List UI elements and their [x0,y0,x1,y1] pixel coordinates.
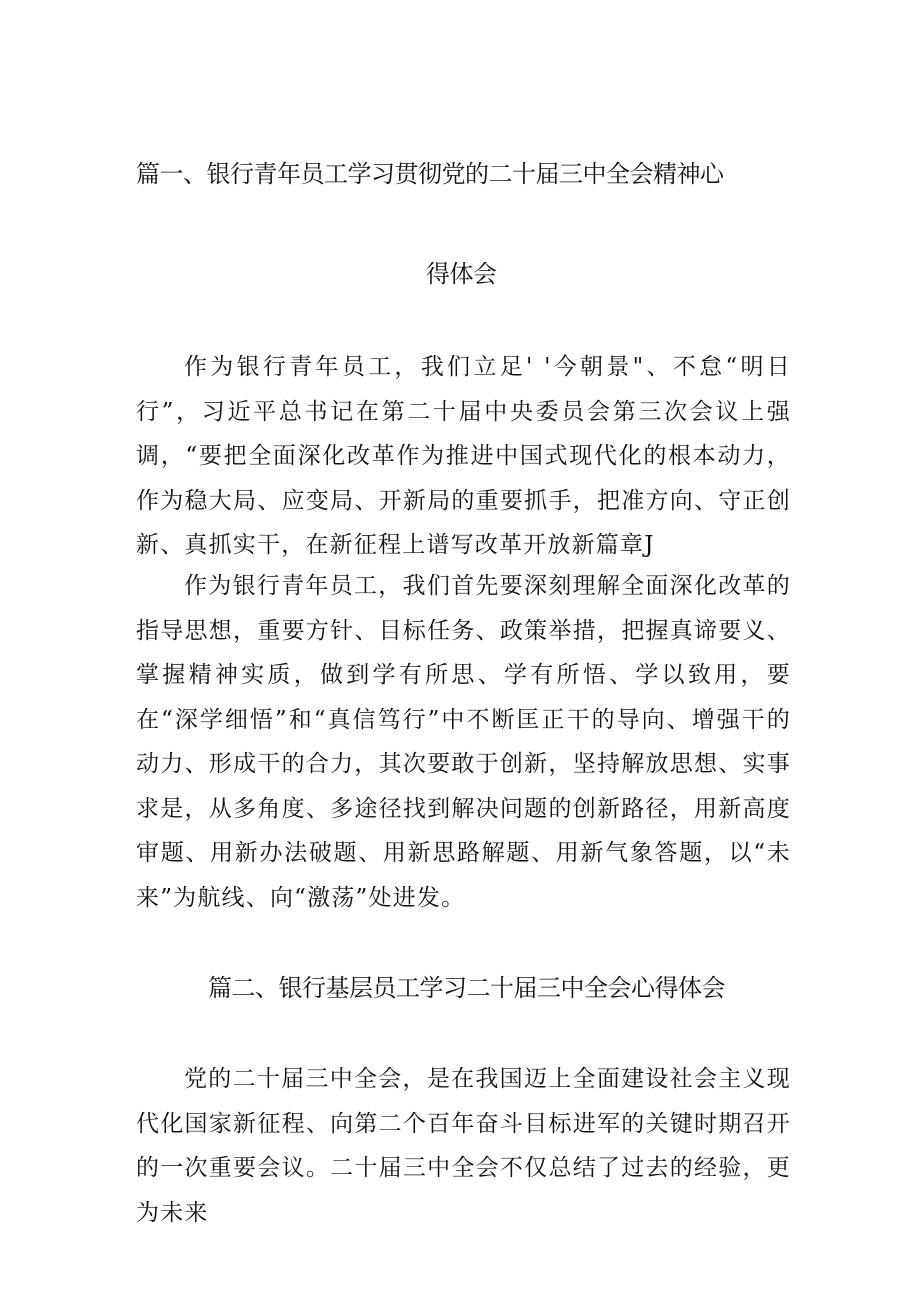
section1-paragraph-2: 作为银行青年员工，我们首先要深刻理解全面深化改革的指导思想，重要方针、目标任务、政策举措，把握真谛要义、掌握精神实质，做到学有所思、学有所悟、学以致用，要在“深学细悟”和“真信笃行”中不断匡正干的导向、增强干的动力、形成干的合力，其次要敢于创新，坚持解放思想、实事求是，从多角度、多途径找到解决问题的创新路径，用新高度审题、用新办法破题、用新思路解题、用新气象答题，以“未来”为航线、向“激荡”处进发。 [136,573,791,911]
section1-title-line1: 篇一、银行青年员工学习贯彻党的二十届三中全会精神心 [136,160,724,188]
section2-title: 篇二、银行基层员工学习二十届三中全会心得体会 [208,974,725,1002]
section1-paragraph-1: 作为银行青年员工，我们立足' '今朝景"、不怠“明日行”，习近平总书记在第二十届中央委员会第三次会议上强调，“要把全面深化改革作为推进中国式现代化的根本动力，作为稳大局、应变局、开新局的重要抓手，把准方向、守正创新、真抓实干，在新征程上谱写改革开放新篇章J [136,354,791,558]
section1-title-line2: 得体会 [426,260,497,288]
section2-paragraph-1: 党的二十届三中全会，是在我国迈上全面建设社会主义现代化国家新征程、向第二个百年奋斗目标进军的关键时期召开的一次重要会议。二十届三中全会不仅总结了过去的经验，更为未来 [136,1066,791,1226]
